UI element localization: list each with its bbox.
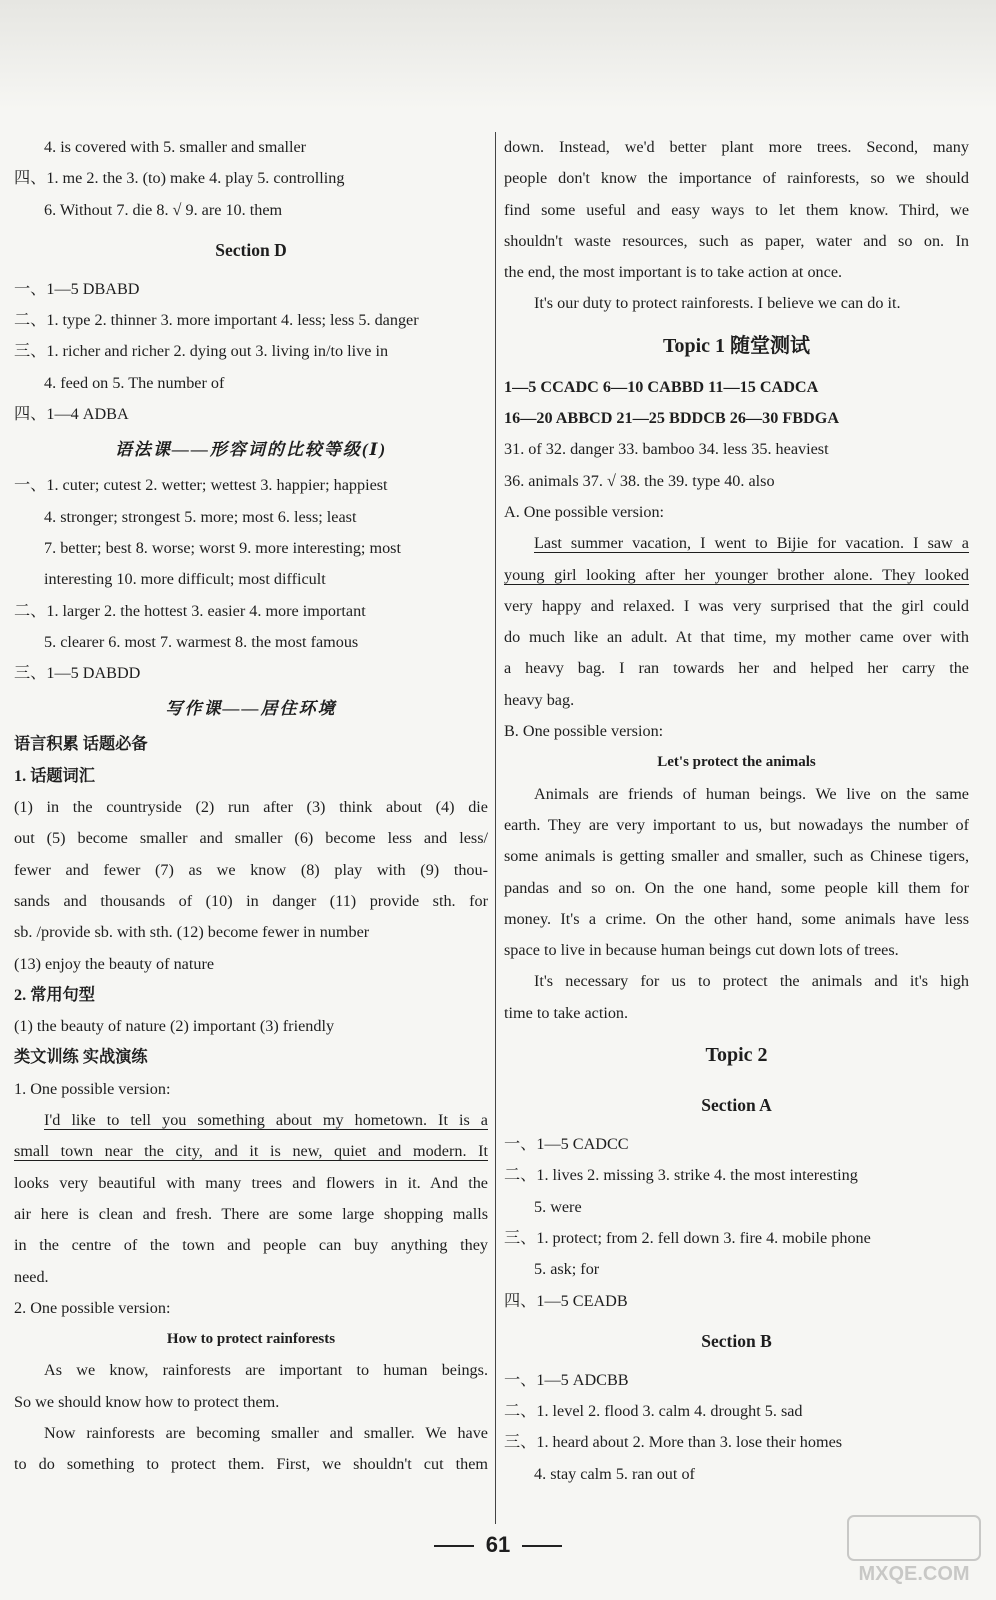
right-line: people don't know the importance of rainforests, so we should [504,169,969,188]
left-line: looks very beautiful with many trees and flowers in it. And the [14,1173,488,1192]
left-line: 语法课——形容词的比较等级(Ⅰ) [114,440,388,460]
right-line: earth. They are very important to us, but nowadays the number of [504,815,969,834]
left-line: interesting 10. more difficult; most difficult [44,570,326,589]
right-line: shouldn't waste resources, such as paper, water and so on. In [504,231,969,250]
right-line: Topic 1 随堂测试 [662,334,811,357]
right-line: A. One possible version: [504,502,665,521]
left-line: I'd like to tell you something about my hometown. It is a [44,1111,488,1130]
left-line: 2. 常用句型 [14,985,95,1004]
right-line: young girl looking after her younger brother alone. They looked [504,565,969,584]
page-number-dash-left [434,1545,474,1547]
right-line: 四、1—5 CEADB [504,1291,628,1310]
left-line: 三、1. richer and richer 2. dying out 3. living in/to live in [14,342,389,361]
left-line: 4. feed on 5. The number of [44,373,225,392]
right-line: find some useful and easy ways to let them know. Third, we [504,200,969,219]
left-line: small town near the city, and it is new, quiet and modern. It [14,1142,488,1161]
right-line: pandas and so on. On the one hand, some people kill them for [504,878,969,897]
left-line: 5. clearer 6. most 7. warmest 8. the most famous [44,632,359,651]
right-line: some animals is getting smaller and smaller, such as Chinese tigers, [504,847,969,866]
right-column [504,132,969,1532]
left-line: 四、1—4 ADBA [14,405,129,424]
column-divider [495,132,496,1524]
left-line: 2. One possible version: [14,1298,171,1317]
left-line: So we should know how to protect them. [14,1392,280,1411]
watermark-logo [844,1512,984,1590]
left-line: sands and thousands of (10) in danger (11) provide sth. for [14,891,488,910]
page-top-shade [0,0,996,110]
right-line: 三、1. protect; from 2. fell down 3. fire 4. mobile phone [504,1228,871,1247]
right-line: 5. were [534,1197,582,1216]
right-line: 1—5 CCADC 6—10 CABBD 11—15 CADCA [504,377,819,396]
left-line: Section D [215,239,287,260]
watermark-text: MXQE.COM [858,1563,970,1585]
right-line: do much like an adult. At that time, my mother came over with [504,628,969,647]
page-number-text: 61 [485,1532,511,1557]
left-line: air here is clean and fresh. There are some large shopping malls [14,1204,488,1223]
right-line: 4. stay calm 5. ran out of [534,1464,695,1483]
left-line: sb. /provide sb. with sth. (12) become fewer in number [14,923,370,942]
left-line: 7. better; best 8. worse; worst 9. more interesting; most [44,538,401,557]
right-line: space to live in because human beings cut down lots of trees. [504,941,899,960]
left-line: 6. Without 7. die 8. √ 9. are 10. them [44,200,283,219]
left-line: 语言积累 话题必备 [14,735,148,754]
left-line: 一、1. cuter; cutest 2. wetter; wettest 3. happier; happiest [14,476,388,495]
left-line: As we know, rainforests are important to human beings. [44,1361,488,1380]
left-line: to do something to protect them. First, we shouldn't cut them [14,1455,488,1474]
left-line: fewer and fewer (7) as we know (8) play with (9) thou- [14,860,488,879]
right-line: 二、1. lives 2. missing 3. strike 4. the most interesting [504,1166,858,1185]
right-line: 36. animals 37. √ 38. the 39. type 40. also [504,471,775,490]
left-line: 1. 话题词汇 [14,766,95,785]
right-line: the end, the most important is to take action at once. [504,263,843,282]
left-line: 四、1. me 2. the 3. (to) make 4. play 5. controlling [14,169,345,188]
left-line: in the centre of the town and people can buy anything they [14,1236,488,1255]
right-line: Let's protect the animals [657,754,816,771]
left-line: 1. One possible version: [14,1079,171,1098]
left-line: 4. stronger; strongest 5. more; most 6. less; least [44,507,357,526]
right-line: 5. ask; for [534,1260,600,1279]
left-line: out (5) become smaller and smaller (6) become less and less/ [14,829,488,848]
right-line: a heavy bag. I ran towards her and helped her carry the [504,659,969,678]
right-line: time to take action. [504,1003,629,1022]
left-line: 二、1. larger 2. the hottest 3. easier 4. more important [14,601,366,620]
right-line: heavy bag. [504,690,575,709]
right-line: 16—20 ABBCD 21—25 BDDCB 26—30 FBDGA [504,409,840,428]
left-line: 类文训练 实战演练 [14,1048,148,1067]
right-line: very happy and relaxed. I was very surprised that the girl could [504,596,969,615]
right-line: money. It's a crime. On the other hand, some animals have less [504,909,969,928]
left-line: (1) in the countryside (2) run after (3) think about (4) die [14,798,488,817]
left-line: 写作课——居住环境 [165,699,337,719]
page-number-dash-right [522,1545,562,1547]
left-line: 二、1. type 2. thinner 3. more important 4. less; less 5. danger [14,311,419,330]
left-line: 4. is covered with 5. smaller and smaller [44,138,307,156]
left-line: (1) the beauty of nature (2) important (3) friendly [14,1017,335,1036]
left-line: How to protect rainforests [166,1331,336,1348]
left-line: Now rainforests are becoming smaller and smaller. We have [44,1423,488,1442]
right-line: B. One possible version: [504,722,664,741]
right-line: 31. of 32. danger 33. bamboo 34. less 35. heaviest [504,440,829,459]
left-line: (13) enjoy the beauty of nature [14,954,215,973]
left-column [14,132,488,1532]
watermark-frame [848,1516,980,1560]
right-line: Section A [701,1095,772,1116]
left-line: 一、1—5 DBABD [14,279,140,298]
right-line: Section B [701,1330,772,1351]
right-line: 一、1—5 ADCBB [504,1370,629,1389]
right-line: 一、1—5 CADCC [504,1135,629,1154]
right-line: 三、1. heard about 2. More than 3. lose their homes [504,1433,843,1452]
left-line: 三、1—5 DABDD [14,664,141,683]
right-line: Topic 2 [705,1044,768,1067]
left-line: need. [14,1267,49,1286]
right-line: It's our duty to protect rainforests. I believe we can do it. [534,294,901,313]
right-line: 二、1. level 2. flood 3. calm 4. drought 5. sad [504,1402,803,1421]
right-line: Last summer vacation, I went to Bijie for vacation. I saw a [534,534,969,553]
right-line: It's necessary for us to protect the animals and it's high [534,972,969,991]
right-line: down. Instead, we'd better plant more trees. Second, many [504,138,969,156]
right-line: Animals are friends of human beings. We live on the same [534,784,969,803]
